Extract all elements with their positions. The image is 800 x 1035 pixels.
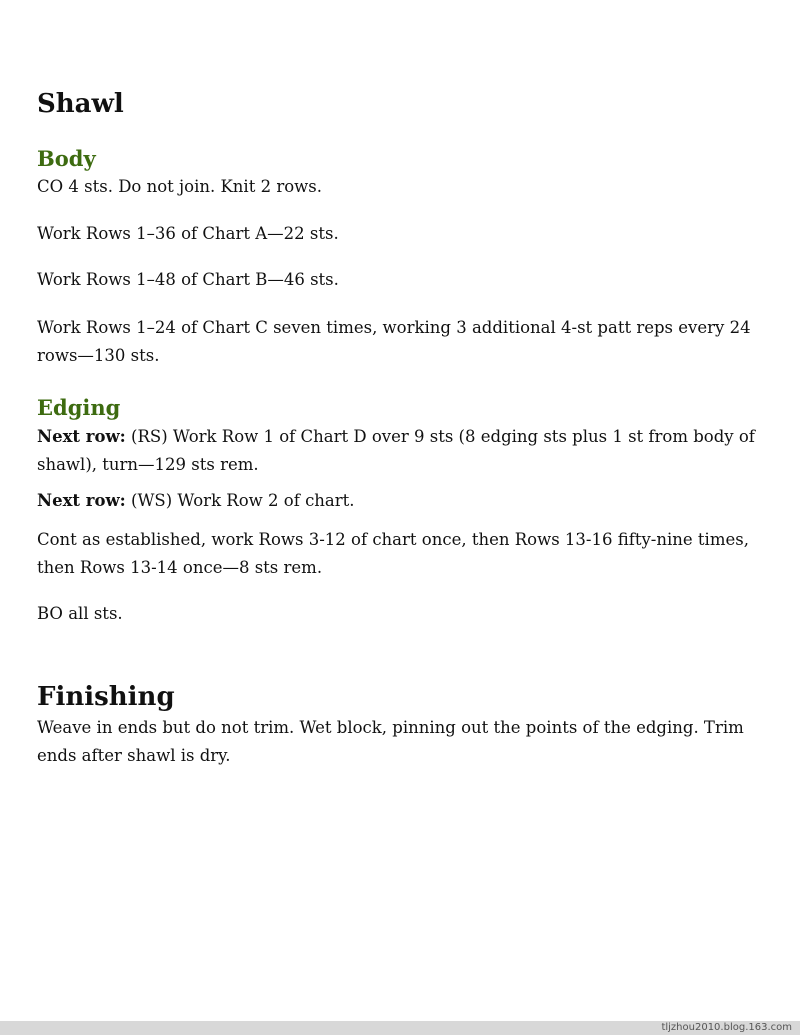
body-heading: Body	[37, 146, 96, 171]
edging-paragraph-2: BO all sts.	[37, 604, 123, 623]
edging-row-2-label: Next row:	[37, 491, 126, 510]
finishing-paragraph: Weave in ends but do not trim. Wet block, pinning out the points of the edging. Trim ends after shawl is dry.	[37, 718, 744, 765]
watermark: tljzhou2010.blog.163.com	[661, 1022, 792, 1033]
footer-bar	[0, 1021, 800, 1035]
edging-row-1	[37, 423, 767, 479]
edging-row-2	[37, 487, 767, 515]
edging-row-1-label: Next row:	[37, 427, 126, 446]
page-title: Shawl	[37, 89, 124, 119]
body-paragraph-4: Work Rows 1–24 of Chart C seven times, working 3 additional 4-st patt reps every 24 rows—130 sts.	[37, 318, 751, 365]
edging-heading: Edging	[37, 395, 121, 420]
body-paragraph-3: Work Rows 1–48 of Chart B—46 sts.	[37, 270, 339, 289]
body-paragraph-2: Work Rows 1–36 of Chart A—22 sts.	[37, 224, 339, 243]
edging-row-2-text: (WS) Work Row 2 of chart.	[125, 491, 355, 510]
finishing-heading: Finishing	[37, 682, 175, 712]
edging-paragraph-1: Cont as established, work Rows 3-12 of chart once, then Rows 13-16 fifty-nine times, then Rows 13-14 once—8 sts rem.	[37, 530, 749, 577]
edging-row-1-text: (RS) Work Row 1 of Chart D over 9 sts (8 edging sts plus 1 st from body of shawl), turn—129 sts rem.	[37, 427, 755, 474]
body-paragraph-1: CO 4 sts. Do not join. Knit 2 rows.	[37, 177, 322, 196]
